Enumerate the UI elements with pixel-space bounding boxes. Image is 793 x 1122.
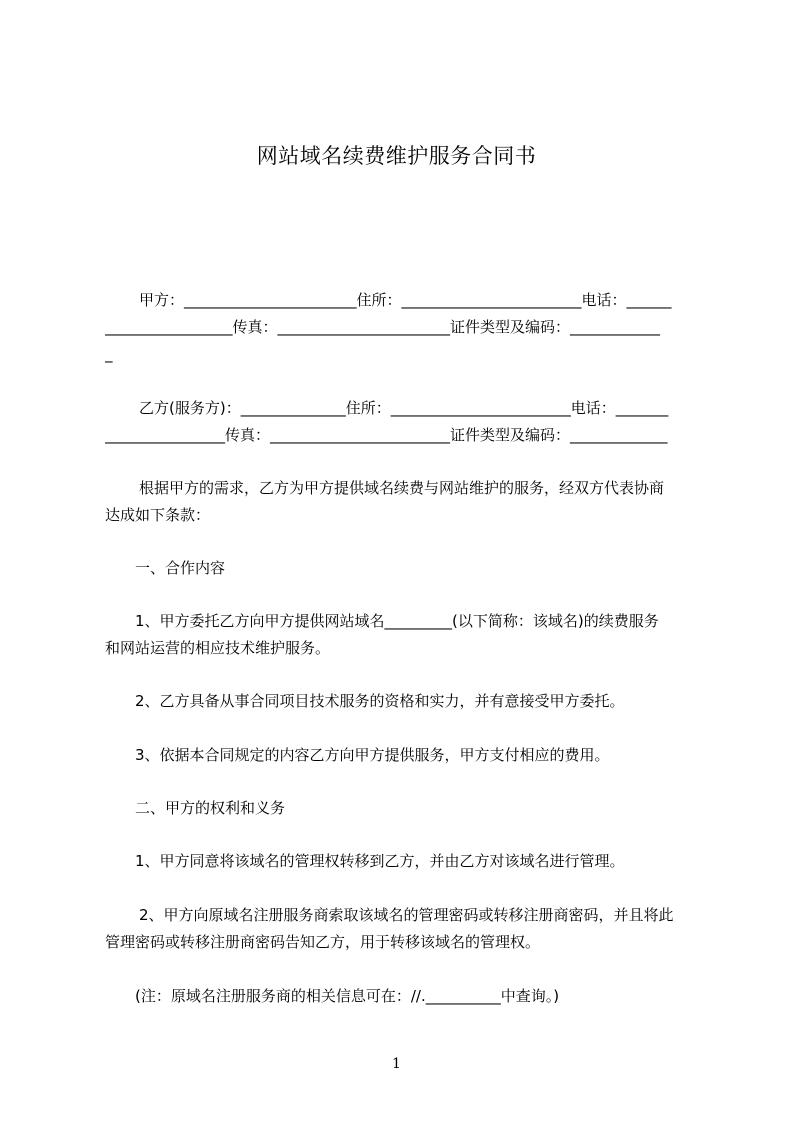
- preamble-line-1: 根据甲方的需求，乙方为甲方提供域名续费与网站维护的服务，经双方代表协商: [139, 479, 665, 497]
- party-b-line-1: 乙方(服务方)：______________住所：________________________电话：_______: [139, 399, 669, 417]
- section-2-heading-text: 二、甲方的权利和义务: [135, 799, 286, 817]
- preamble-paragraph: [105, 475, 701, 529]
- section-1-heading: [105, 555, 701, 582]
- section-2-item-2-line-2: 管理密码或转移注册商密码告知乙方，用于转移该域名的管理权。: [105, 933, 541, 951]
- section-2-item-2-line-1: 2、甲方向原域名注册服务商索取该域名的管理密码或转移注册商密码，并且将此: [139, 906, 674, 924]
- section-1-item-1-line-1: 1、甲方委托乙方向甲方提供网站域名_________(以下简称：该域名)的续费服务: [135, 612, 659, 630]
- preamble-line-2: 达成如下条款：: [105, 506, 211, 524]
- section-1-heading-text: 一、合作内容: [135, 559, 226, 577]
- document-title: 网站域名续费维护服务合同书: [256, 144, 537, 168]
- party-a-line-3: _: [105, 345, 113, 363]
- section-2-item-1-text: 1、甲方同意将该域名的管理权转移到乙方，并由乙方对该域名进行管理。: [135, 852, 625, 870]
- section-1-item-1-line-2: 和网站运营的相应技术维护服务。: [105, 639, 331, 657]
- section-2-item-1: [105, 848, 701, 875]
- section-1-item-3: [105, 742, 701, 769]
- section-1-item-2-text: 2、乙方具备从事合同项目技术服务的资格和实力，并有意接受甲方委托。: [135, 692, 625, 710]
- section-1-item-1: [105, 608, 701, 662]
- section-1-item-2: [105, 688, 701, 715]
- page-number: 1: [392, 1056, 401, 1072]
- section-2-heading: [105, 795, 701, 822]
- party-a-block: [105, 287, 701, 368]
- party-a-line-1: 甲方：_______________________住所：________________________电话：______: [139, 291, 672, 309]
- domain-registrar-note: [105, 983, 701, 1010]
- party-b-line-2: ________________传真：________________________证件类型及编码：_____________: [105, 426, 668, 444]
- section-2-item-2: [105, 902, 701, 956]
- party-b-block: [105, 395, 701, 449]
- domain-registrar-note-text: (注：原域名注册服务商的相关信息可在：//.__________中查询。): [135, 987, 560, 1005]
- section-1-item-3-text: 3、依据本合同规定的内容乙方向甲方提供服务，甲方支付相应的费用。: [135, 746, 610, 764]
- party-a-line-2: _________________传真：_______________________证件类型及编码：____________: [105, 318, 661, 336]
